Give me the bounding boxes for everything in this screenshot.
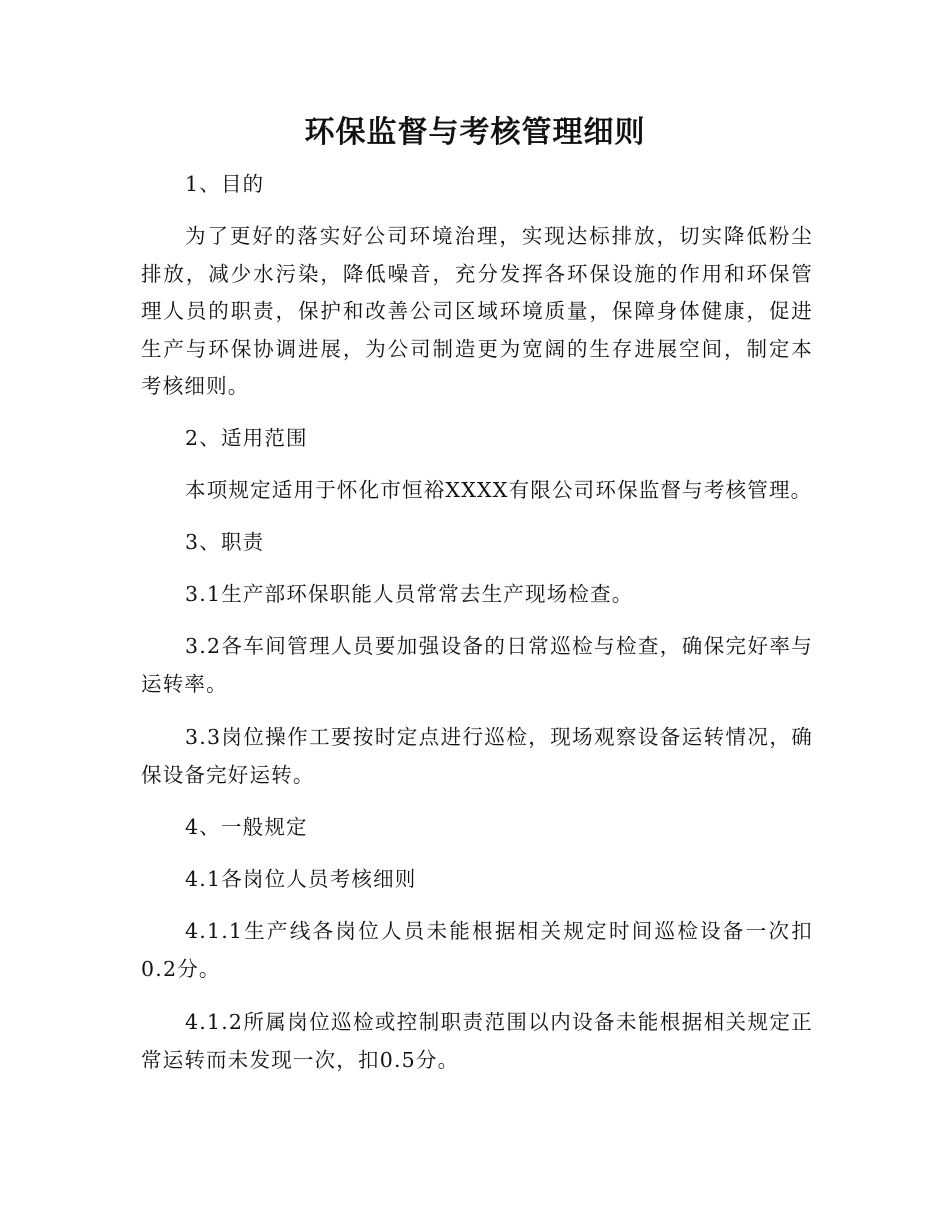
- section-heading-scope: 2、适用范围: [185, 426, 308, 450]
- section-heading-general-rules: 4、一般规定: [185, 815, 308, 839]
- paragraph-duty-3-1: 3.1生产部环保职能人员常常去生产现场检查。: [185, 582, 634, 606]
- paragraph-rule-4-1: 4.1各岗位人员考核细则: [185, 867, 417, 891]
- document-title: 环保监督与考核管理细则: [304, 115, 646, 150]
- paragraph-rule-4-1-1: 4.1.1生产线各岗位人员未能根据相关规定时间巡检设备一次扣0.2分。: [141, 919, 813, 981]
- paragraph-duty-3-3: 3.3岗位操作工要按时定点进行巡检，现场观察设备运转情况，确保设备完好运转。: [141, 725, 813, 787]
- paragraph-scope-body: 本项规定适用于怀化市恒裕XXXX有限公司环保监督与考核管理。: [185, 478, 813, 502]
- paragraph-purpose-body: 为了更好的落实好公司环境治理，实现达标排放，切实降低粉尘排放，减少水污染，降低噪音，充分发挥各环保设施的作用和环保管理人员的职责，保护和改善公司区域环境质量，保障身体健康，促进生产与环保协调进展，为公司制造更为宽阔的生存进展空间，制定本考核细则。: [141, 224, 813, 398]
- section-heading-duties: 3、职责: [185, 530, 265, 554]
- section-heading-purpose: 1、目的: [185, 172, 265, 196]
- paragraph-duty-3-2: 3.2各车间管理人员要加强设备的日常巡检与检查，确保完好率与运转率。: [141, 634, 813, 696]
- paragraph-rule-4-1-2: 4.1.2所属岗位巡检或控制职责范围以内设备未能根据相关规定正常运转而未发现一次，扣0.5分。: [141, 1010, 813, 1072]
